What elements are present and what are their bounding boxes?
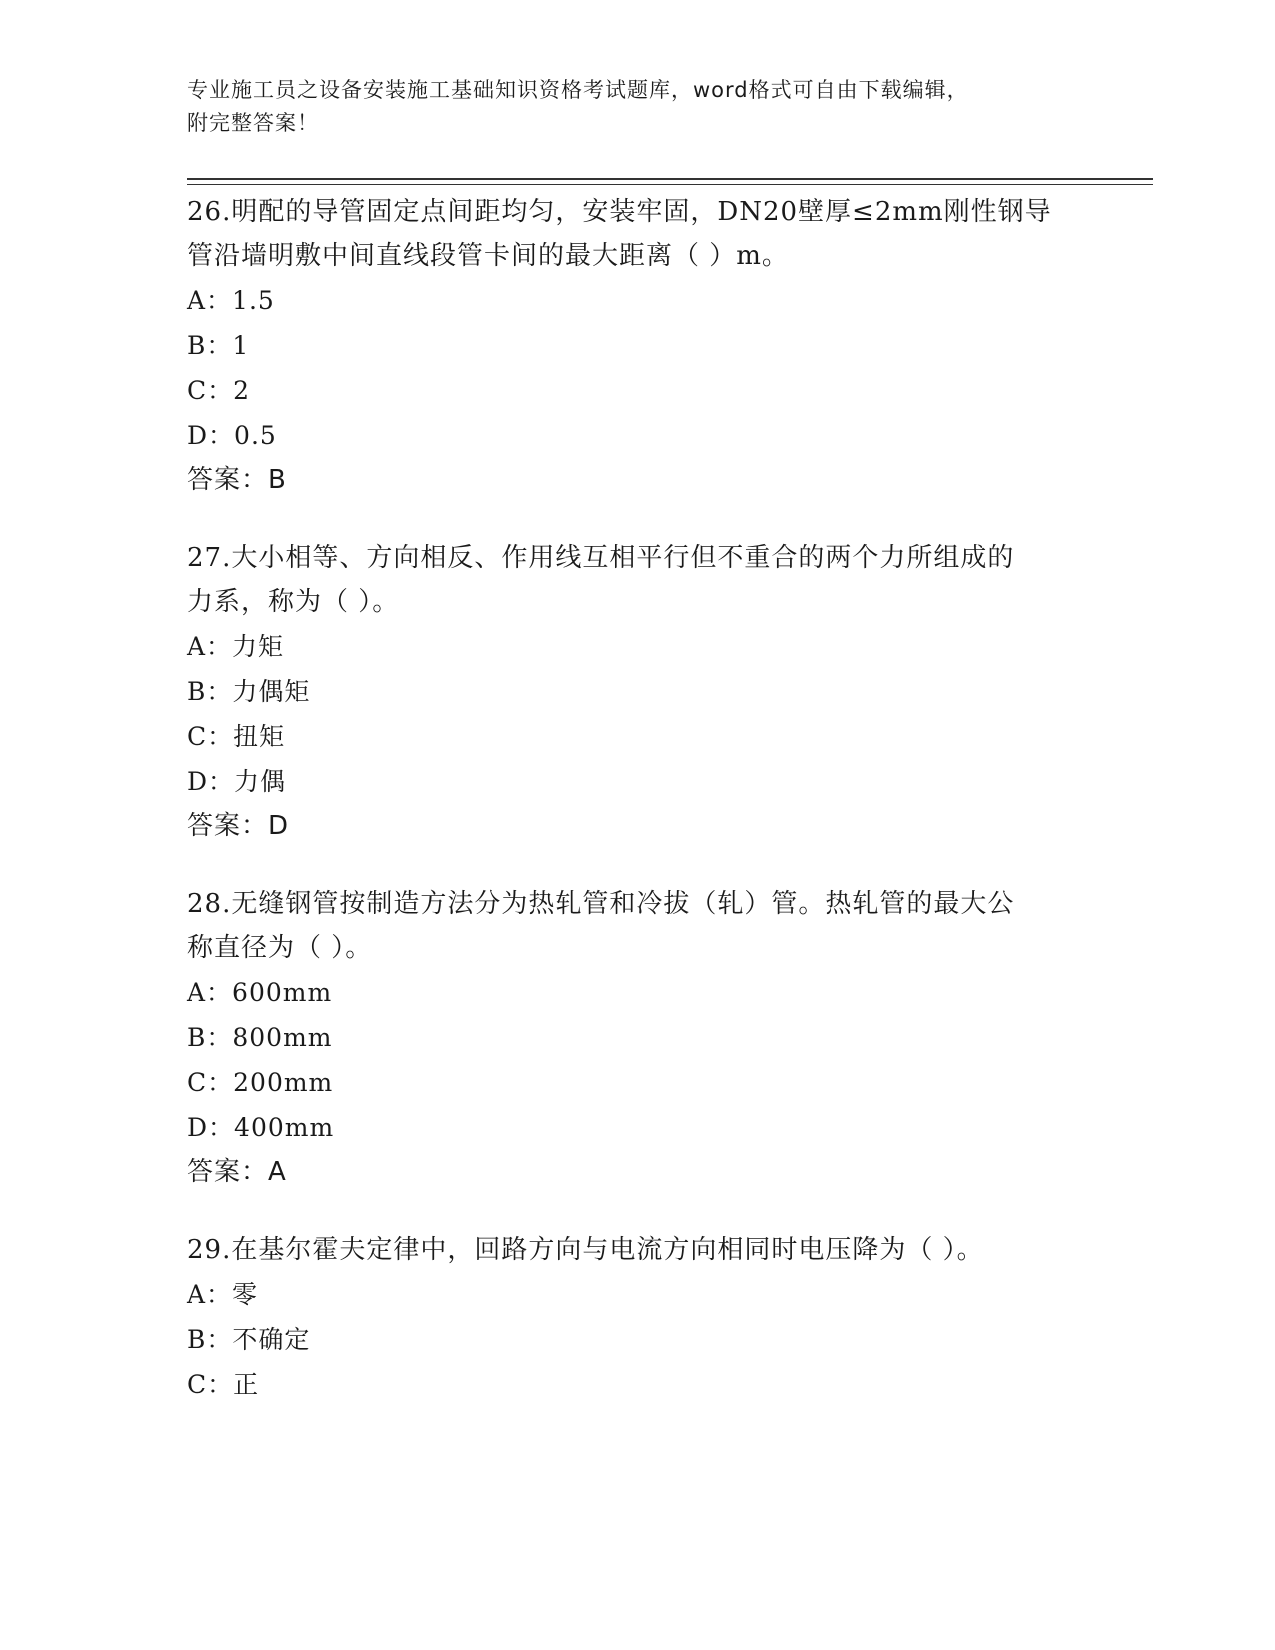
question-text-line-1: 27.大小相等、方向相反、作用线互相平行但不重合的两个力所组成的 — [187, 543, 1015, 573]
header-divider-thick — [187, 178, 1153, 180]
answer-label: 答案：B — [187, 465, 287, 495]
question-27 — [187, 536, 1087, 848]
question-text-line-1: 28.无缝钢管按制造方法分为热轧管和冷拔（轧）管。热轧管的最大公 — [187, 889, 1015, 919]
document-header — [187, 74, 1087, 140]
answer-label: 答案：A — [187, 1157, 287, 1187]
answer-label: 答案：D — [187, 811, 290, 841]
option-a: A：零 — [187, 1280, 259, 1309]
header-divider-thin — [187, 184, 1153, 185]
question-text-line-1: 26.明配的导管固定点间距均匀，安装牢固，DN20壁厚≤2mm刚性钢导 — [187, 197, 1052, 227]
question-text-line-2: 管沿墙明敷中间直线段管卡间的最大距离（ ）m。 — [187, 241, 789, 271]
question-28 — [187, 882, 1087, 1194]
option-c: C：扭矩 — [187, 722, 286, 751]
question-text-line-2: 称直径为（ ）。 — [187, 933, 373, 963]
question-29 — [187, 1228, 1087, 1407]
option-b: B：不确定 — [187, 1325, 311, 1354]
question-list — [187, 190, 1087, 1441]
header-line-1: 专业施工员之设备安装施工基础知识资格考试题库，word格式可自由下载编辑， — [187, 78, 969, 102]
option-b: B：力偶矩 — [187, 677, 311, 706]
option-d: D：400mm — [187, 1113, 335, 1142]
question-text-line-2: 力系，称为（ ）。 — [187, 587, 400, 617]
question-26 — [187, 190, 1087, 502]
option-b: B：800mm — [187, 1023, 333, 1052]
option-c: C：2 — [187, 376, 251, 405]
question-text-line-1: 29.在基尔霍夫定律中，回路方向与电流方向相同时电压降为（ ）。 — [187, 1235, 984, 1265]
option-c: C：200mm — [187, 1068, 334, 1097]
option-a: A：600mm — [187, 978, 333, 1007]
option-c: C：正 — [187, 1370, 260, 1399]
option-d: D：力偶 — [187, 767, 287, 796]
option-d: D：0.5 — [187, 421, 277, 450]
option-b: B：1 — [187, 331, 250, 360]
option-a: A：力矩 — [187, 632, 285, 661]
header-line-2: 附完整答案！ — [187, 111, 319, 135]
option-a: A：1.5 — [187, 286, 275, 315]
